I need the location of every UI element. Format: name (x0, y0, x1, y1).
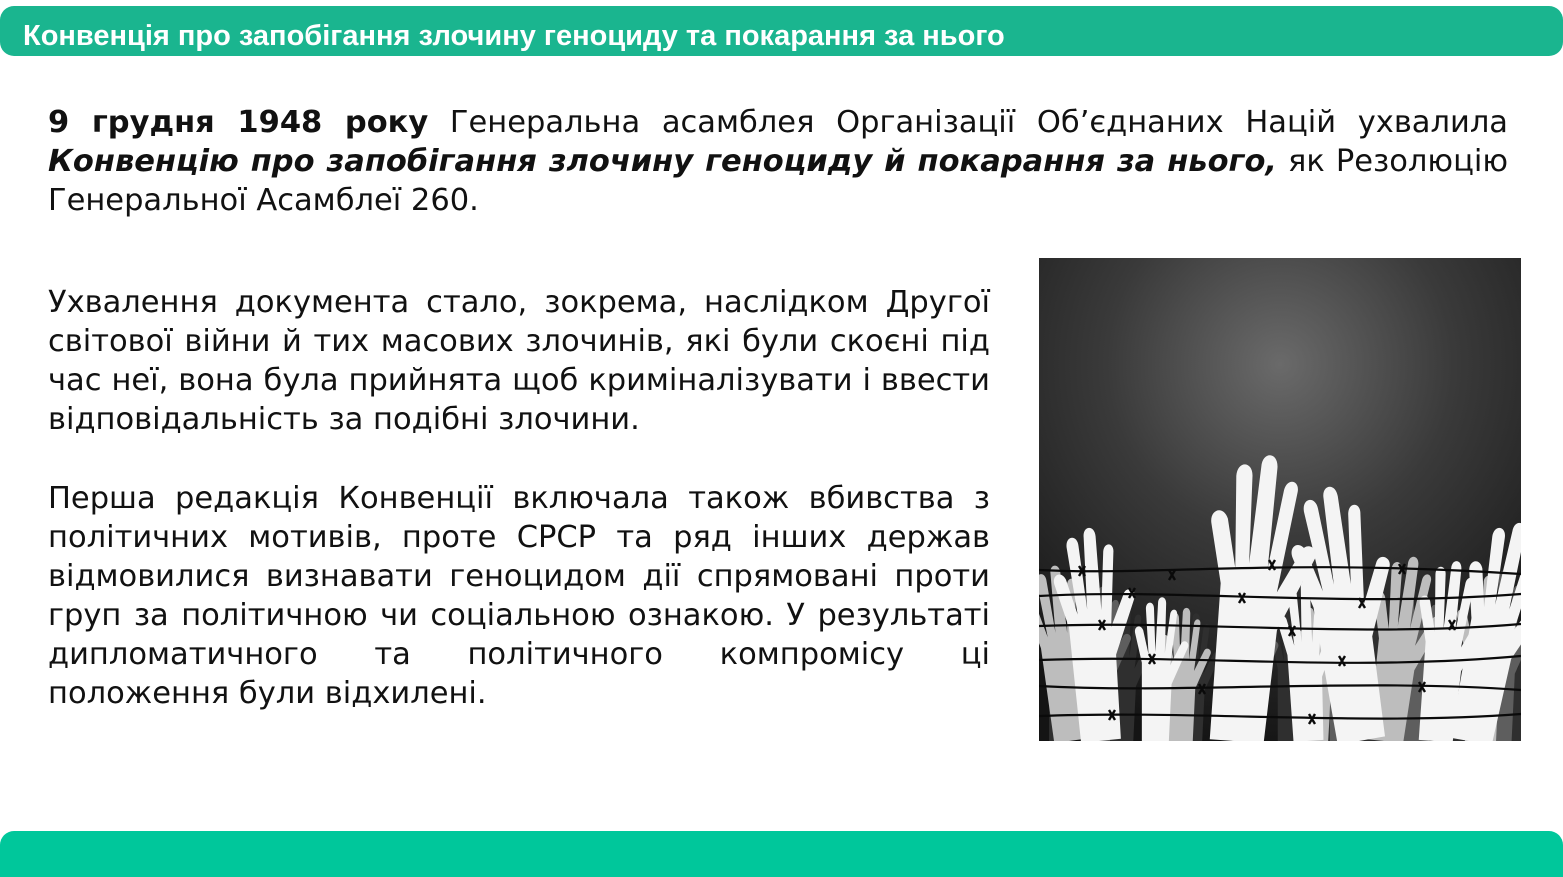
intro-convention-name: Конвенцію про запобігання злочину геноциду й покарання за нього, (48, 144, 1278, 179)
title-bar (0, 6, 1563, 56)
footer-bar (0, 831, 1563, 877)
paragraph-adoption: Ухвалення документа стало, зокрема, наслідком Другої світової війни й тих масових злочинів, які були скоєні під час неї, вона була прийнята щоб криміналізувати і ввести відповідальність за подібні злочини. (48, 285, 990, 437)
page-title: Конвенція про запобігання злочину геноциду та покарання за нього (23, 20, 1005, 52)
intro-date: 9 грудня 1948 року (48, 105, 429, 140)
paragraph-first-edition: Перша редакція Конвенції включала також вбивства з політичних мотивів, проте СРСР та ряд інших держав відмовилися визнавати геноцидом дії спрямовані проти груп за політичною чи соціальною ознакою. У результаті дипломатичного та політичного компромісу ці положення були відхилені. (48, 481, 990, 711)
intro-text-after: як Резолюцію Генеральної Асамблеї 260. (48, 144, 1508, 218)
raised-hands-barbed-wire-illustration (1039, 258, 1521, 741)
intro-text-before: Генеральна асамблея Організації Об’єднаних Націй ухвалила (428, 105, 1508, 140)
intro-paragraph (48, 103, 1508, 220)
